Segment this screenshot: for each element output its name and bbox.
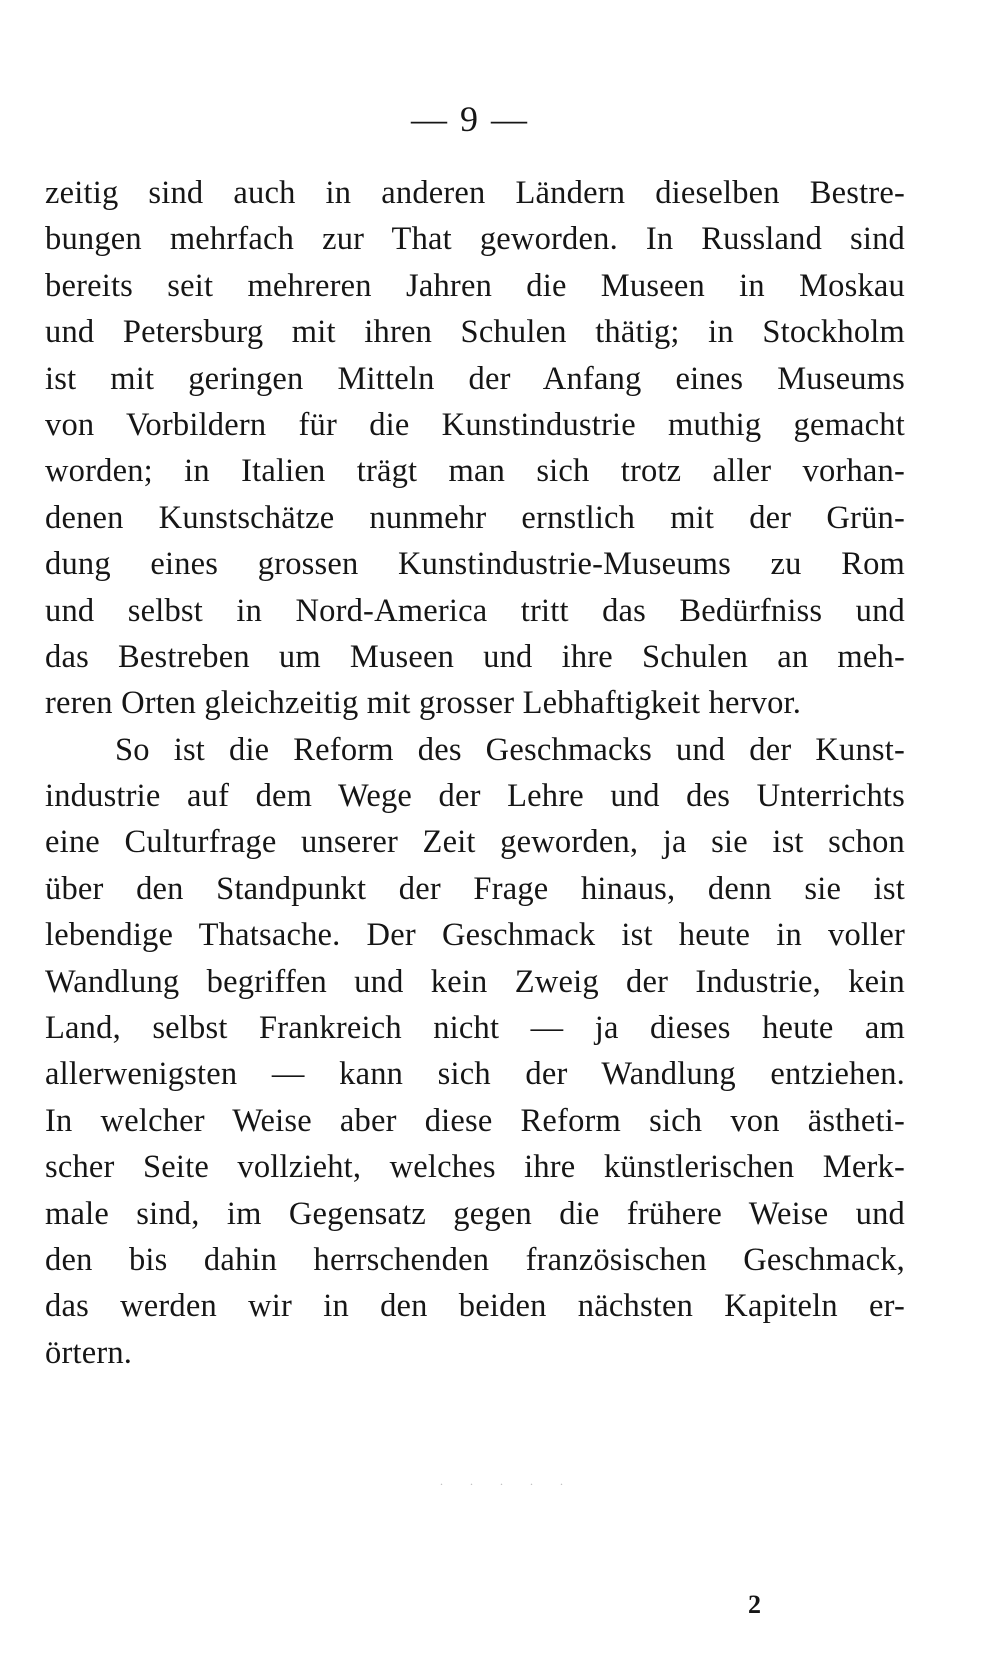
text-line: ist mit geringen Mitteln der Anfang eines Museums xyxy=(45,360,905,397)
text-line: und Petersburg mit ihren Schulen thätig; in Stockholm xyxy=(45,314,905,351)
text-line: das werden wir in den beiden nächsten Kapiteln er- xyxy=(45,1288,905,1325)
text-line: denen Kunstschätze nunmehr ernstlich mit der Grün- xyxy=(45,499,905,536)
text-line-paragraph-end: reren Orten gleichzeitig mit grosser Lebhaftigkeit hervor. xyxy=(45,685,802,722)
text-line-paragraph-end: örtern. xyxy=(45,1334,133,1371)
text-line: und selbst in Nord-America tritt das Bedürfniss und xyxy=(45,592,905,629)
page-number: — 9 — xyxy=(411,99,529,139)
text-line: dung eines grossen Kunstindustrie-Museums zu Rom xyxy=(45,546,905,583)
body-text xyxy=(45,170,905,1376)
text-line: worden; in Italien trägt man sich trotz aller vorhan- xyxy=(45,453,905,490)
text-line: zeitig sind auch in anderen Ländern dieselben Bestre- xyxy=(45,175,905,211)
text-line: bereits seit mehreren Jahren die Museen in Moskau xyxy=(45,267,905,304)
text-line: über den Standpunkt der Frage hinaus, denn sie ist xyxy=(45,870,905,907)
text-line: von Vorbildern für die Kunstindustrie muthig gemacht xyxy=(45,406,905,443)
text-line: industrie auf dem Wege der Lehre und des Unterrichts xyxy=(45,778,905,815)
stray-marks: . . . . . xyxy=(440,1474,575,1488)
text-line: In welcher Weise aber diese Reform sich von ästheti- xyxy=(45,1102,905,1139)
text-line-paragraph-start: So ist die Reform des Geschmacks und der Kunst- xyxy=(115,731,905,768)
text-line: Wandlung begriffen und kein Zweig der Industrie, kein xyxy=(45,963,905,1000)
text-line: den bis dahin herrschenden französischen Geschmack, xyxy=(45,1241,905,1278)
text-line: male sind, im Gegensatz gegen die frühere Weise und xyxy=(45,1195,905,1232)
text-line: Land, selbst Frankreich nicht — ja dieses heute am xyxy=(45,1010,905,1047)
signature-mark: 2 xyxy=(748,1590,761,1619)
text-line: bungen mehrfach zur That geworden. In Russland sind xyxy=(45,221,905,258)
text-line: eine Culturfrage unserer Zeit geworden, ja sie ist schon xyxy=(45,824,905,861)
text-line: scher Seite vollzieht, welches ihre künstlerischen Merk- xyxy=(45,1149,905,1186)
text-line: allerwenigsten — kann sich der Wandlung entziehen. xyxy=(45,1056,905,1093)
text-line: das Bestreben um Museen und ihre Schulen an meh- xyxy=(45,638,905,675)
text-line: lebendige Thatsache. Der Geschmack ist heute in voller xyxy=(45,917,905,954)
